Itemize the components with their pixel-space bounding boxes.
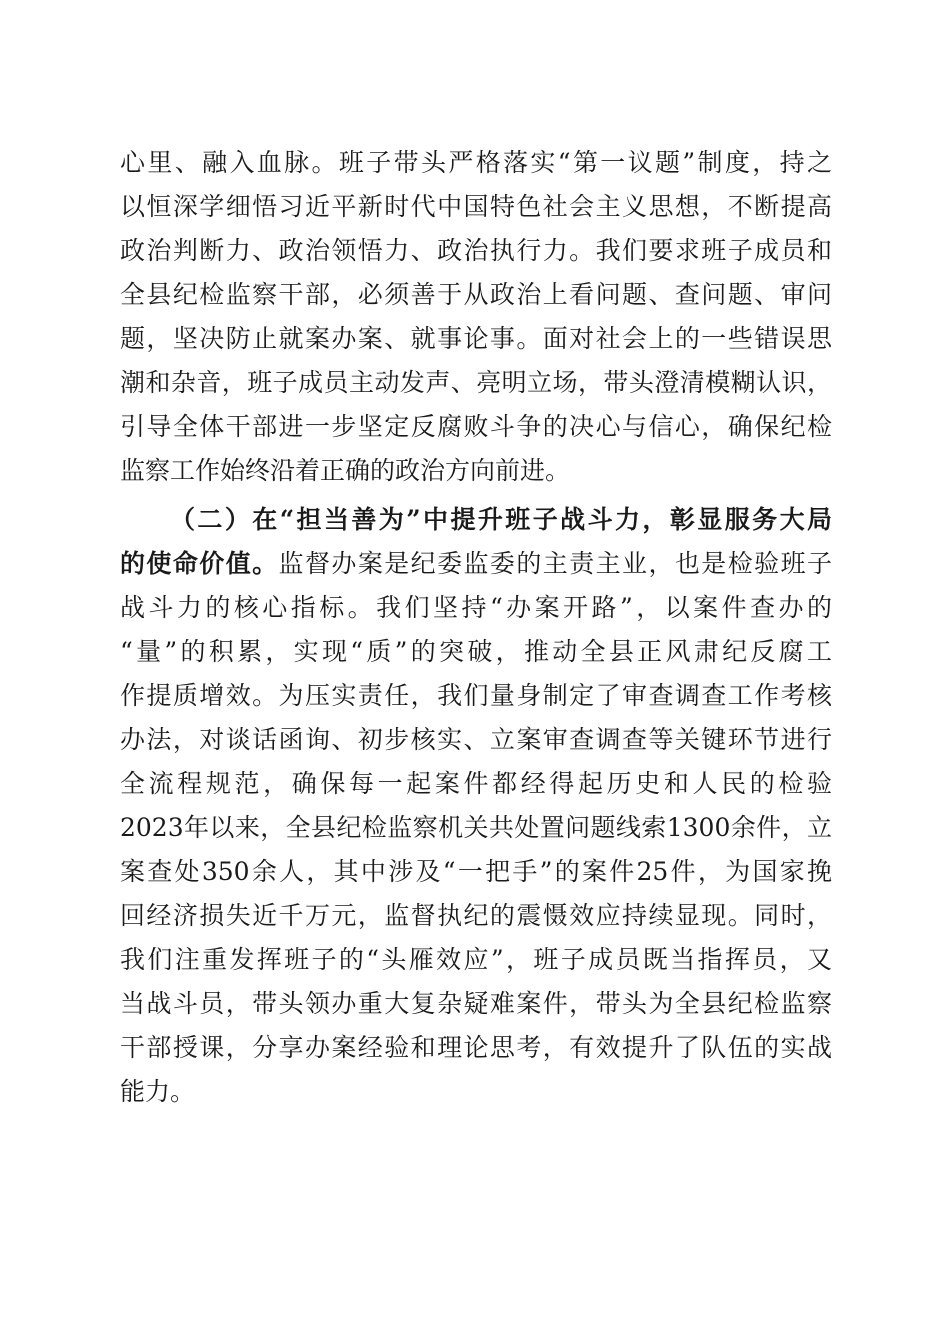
text-line: 作提质增效。为压实责任，我们量身制定了审查调查工作考核 [120, 681, 832, 710]
text-line: 引导全体干部进一步坚定反腐败斗争的决心与信心，确保纪检 [120, 412, 832, 441]
text-line [120, 544, 832, 584]
text-line: 我们注重发挥班子的“头雁效应”，班子成员既当指挥员，又 [120, 945, 832, 974]
section-heading-end: 的使命价值。 [120, 549, 279, 578]
text-line: 案查处350余人，其中涉及“一把手”的案件25件，为国家挽 [120, 857, 832, 886]
text-line: 当战斗员，带头领办重大复杂疑难案件，带头为全县纪检监察 [120, 989, 832, 1018]
text-line: 心里、融入血脉。班子带头严格落实“第一议题”制度，持之 [120, 148, 832, 177]
text-line: 回经济损失近千万元，监督执纪的震慑效应持续显现。同时， [120, 901, 832, 930]
text-line: 干部授课，分享办案经验和理论思考，有效提升了队伍的实战 [120, 1033, 832, 1062]
text-line: 能力。 [120, 1077, 196, 1106]
text-line: 全县纪检监察干部，必须善于从政治上看问题、查问题、审问 [120, 280, 832, 309]
text-line: 办法，对谈话函询、初步核实、立案审查调查等关键环节进行 [120, 725, 832, 754]
text-line: 全流程规范，确保每一起案件都经得起历史和人民的检验 [120, 769, 832, 798]
text-line: 潮和杂音，班子成员主动发声、亮明立场，带头澄清模糊认识， [120, 368, 832, 397]
text-line: 以恒深学细悟习近平新时代中国特色社会主义思想，不断提高 [120, 192, 832, 221]
text-line-rest: 监督办案是纪委监委的主责主业，也是检验班子 [278, 549, 832, 578]
text-line: 监察工作始终沿着正确的政治方向前进。 [120, 456, 571, 485]
text-line: 政治判断力、政治领悟力、政治执行力。我们要求班子成员和 [120, 236, 832, 265]
text-line: 2023年以来，全县纪检监察机关共处置问题线索1300余件，立 [120, 813, 832, 842]
text-line: 战斗力的核心指标。我们坚持“办案开路”，以案件查办的 [120, 593, 832, 622]
text-line: “量”的积累，实现“质”的突破，推动全县正风肃纪反腐工 [120, 637, 832, 666]
section-heading: （二）在“担当善为”中提升班子战斗力，彰显服务大局 [170, 505, 832, 534]
text-line: 题，坚决防止就案办案、就事论事。面对社会上的一些错误思 [120, 324, 832, 353]
